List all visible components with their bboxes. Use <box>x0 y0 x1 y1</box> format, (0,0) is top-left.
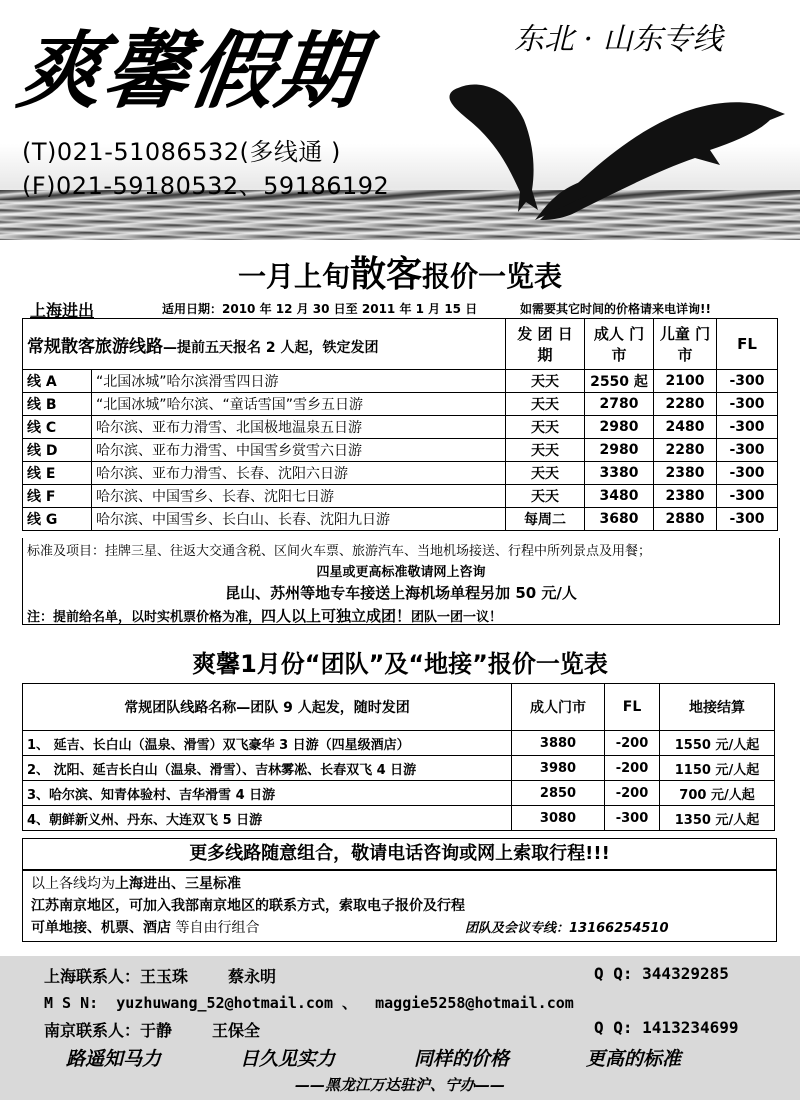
local-settlement-price: 1550 元/人起 <box>660 731 775 756</box>
group-route-name: 2、 沈阳、延吉长白山（温泉、滑雪）、吉林雾凇、长春双飞 4 日游 <box>23 756 512 781</box>
route-code: 线 D <box>23 439 92 462</box>
child-price: 2280 <box>654 393 717 416</box>
local-settlement-header: 地接结算 <box>660 684 775 731</box>
child-price: 2100 <box>654 370 717 393</box>
route-name: 哈尔滨、中国雪乡、长白山、长春、沈阳九日游 <box>92 508 506 531</box>
fl-discount: -300 <box>717 439 778 462</box>
departure-days: 天天 <box>506 462 585 485</box>
child-price: 2380 <box>654 485 717 508</box>
adult-price: 2780 <box>585 393 654 416</box>
office-label: ——黑龙江万达驻沪、宁办—— <box>294 1076 505 1094</box>
route-tag: 东北 · 山东专线 <box>514 22 723 57</box>
group-route-name: 3、哈尔滨、知青体验村、吉华滑雪 4 日游 <box>23 781 512 806</box>
route-name: 哈尔滨、亚布力滑雪、北国极地温泉五日游 <box>92 416 506 439</box>
group-fl-header: FL <box>605 684 660 731</box>
group-route-name: 4、朝鲜新义州、丹东、大连双飞 5 日游 <box>23 806 512 831</box>
date-header: 发 团 日期 <box>506 319 585 370</box>
table-row <box>23 370 778 393</box>
route-name: “北国冰城”哈尔滨滑雪四日游 <box>92 370 506 393</box>
route-code: 线 G <box>23 508 92 531</box>
nanjing-contacts: 南京联系人：于静 王保全 <box>44 1021 261 1040</box>
table-row <box>23 462 778 485</box>
departure-days: 每周二 <box>506 508 585 531</box>
route-code: 线 B <box>23 393 92 416</box>
tip-note: 注：提前给名单，以时实机票价格为准，四人以上可独立成团！团队一团一议！ <box>27 607 503 625</box>
table-row <box>23 416 778 439</box>
slogan-1: 路遥知马力 <box>66 1048 162 1070</box>
inquiry-note: 如需要其它时间的价格请来电详询!! <box>520 302 711 316</box>
group-route-name: 1、 延吉、长白山（温泉、滑雪）双飞豪华 3 日游（四星级酒店） <box>23 731 512 756</box>
group-route-header: 常规团队线路名称—团队 9 人起发，随时发团 <box>23 684 512 731</box>
departure-days: 天天 <box>506 485 585 508</box>
individual-tour-price-table <box>22 318 778 531</box>
shanghai-contacts: 上海联系人：王玉珠 蔡永明 <box>44 967 277 986</box>
note-standard: 以上各线均为上海进出、三星标准 <box>31 876 241 892</box>
brand-logo: 爽馨假期 <box>12 21 371 120</box>
fl-discount: -300 <box>717 416 778 439</box>
group-adult-price: 3080 <box>512 806 605 831</box>
slogan-2: 日久见实力 <box>240 1048 336 1070</box>
fl-discount: -300 <box>717 370 778 393</box>
fl-discount: -300 <box>717 485 778 508</box>
local-settlement-price: 1150 元/人起 <box>660 756 775 781</box>
route-code: 线 F <box>23 485 92 508</box>
dolphin-left <box>449 85 538 212</box>
adult-price: 3380 <box>585 462 654 485</box>
group-hotline: 团队及会议专线：13166254510 <box>465 921 669 936</box>
group-tour-price-table <box>22 683 775 831</box>
header-banner <box>0 0 800 240</box>
slogan-4: 更高的标准 <box>586 1048 682 1070</box>
standard-note: 标准及项目：挂牌三星、往返大交通含税、区间火车票、旅游汽车、当地机场接送、行程中所列景点及用餐； <box>27 544 652 559</box>
contact-footer <box>0 956 800 1100</box>
slogan-3: 同样的价格 <box>414 1048 510 1070</box>
group-fl: -200 <box>605 781 660 806</box>
route-name: 哈尔滨、亚布力滑雪、中国雪乡赏雪六日游 <box>92 439 506 462</box>
child-price-header: 儿童 门市 <box>654 319 717 370</box>
more-routes-banner: 更多线路随意组合，敬请电话咨询或网上索取行程!!! <box>22 838 777 870</box>
table-row <box>23 485 778 508</box>
qq-nanjing: Q Q: 1413234699 <box>594 1018 739 1037</box>
route-code: 线 E <box>23 462 92 485</box>
fl-discount: -300 <box>717 393 778 416</box>
local-settlement-price: 700 元/人起 <box>660 781 775 806</box>
transfer-note: 昆山、苏州等地专车接送上海机场单程另加 50 元/人 <box>225 584 577 602</box>
fl-header: FL <box>717 319 778 370</box>
dolphins-image <box>440 70 800 230</box>
group-fl: -300 <box>605 806 660 831</box>
table-row <box>23 756 775 781</box>
adult-price: 3480 <box>585 485 654 508</box>
fax-number: (F)021-59180532、59186192 <box>22 172 390 200</box>
route-name: 哈尔滨、中国雪乡、长春、沈阳七日游 <box>92 485 506 508</box>
note-services: 可单地接、机票、酒店 等自由行组合 团队及会议专线：13166254510 <box>23 915 776 939</box>
route-code: 线 A <box>23 370 92 393</box>
table-row <box>23 781 775 806</box>
adult-price-header: 成人 门市 <box>585 319 654 370</box>
table-row <box>23 731 775 756</box>
departure-days: 天天 <box>506 439 585 462</box>
departure-days: 天天 <box>506 393 585 416</box>
route-header-note: —提前五天报名 2 人起，铁定发团 <box>163 339 379 356</box>
group-fl: -200 <box>605 731 660 756</box>
group-fl: -200 <box>605 756 660 781</box>
child-price: 2880 <box>654 508 717 531</box>
group-adult-price: 3880 <box>512 731 605 756</box>
departure-days: 天天 <box>506 370 585 393</box>
qq-shanghai: Q Q: 344329285 <box>594 964 729 983</box>
route-name: 哈尔滨、亚布力滑雪、长春、沈阳六日游 <box>92 462 506 485</box>
table-header-row <box>23 684 775 731</box>
phone-number: (T)021-51086532(多线通 ) <box>22 138 341 166</box>
msn-accounts: M S N: yuzhuwang_52@hotmail.com 、 maggie5258@hotmail.com <box>44 994 574 1012</box>
departure-label: 上海进出 <box>30 301 95 320</box>
table-header-row <box>23 319 778 370</box>
section2-title: 爽馨1月份“团队”及“地接”报价一览表 <box>192 650 608 678</box>
route-code: 线 C <box>23 416 92 439</box>
departure-days: 天天 <box>506 416 585 439</box>
group-adult-price: 3980 <box>512 756 605 781</box>
adult-price: 2550 起 <box>585 370 654 393</box>
table-row <box>23 806 775 831</box>
table-row <box>23 508 778 531</box>
note-nanjing: 江苏南京地区，可加入我部南京地区的联系方式，索取电子报价及行程 <box>31 898 465 914</box>
adult-price: 2980 <box>585 416 654 439</box>
child-price: 2480 <box>654 416 717 439</box>
child-price: 2280 <box>654 439 717 462</box>
section1-title: 一月上旬散客报价一览表 <box>237 254 563 295</box>
group-adult-header: 成人门市 <box>512 684 605 731</box>
route-header: 常规散客旅游线路 <box>27 336 163 357</box>
dolphin-right <box>540 102 785 220</box>
section1-notes <box>22 538 780 625</box>
table-row <box>23 439 778 462</box>
fl-discount: -300 <box>717 508 778 531</box>
validity-dates: 适用日期：2010 年 12 月 30 日至 2011 年 1 月 15 日 <box>162 302 478 316</box>
child-price: 2380 <box>654 462 717 485</box>
adult-price: 3680 <box>585 508 654 531</box>
fl-discount: -300 <box>717 462 778 485</box>
local-settlement-price: 1350 元/人起 <box>660 806 775 831</box>
route-name: “北国冰城”哈尔滨、“童话雪国”雪乡五日游 <box>92 393 506 416</box>
adult-price: 2980 <box>585 439 654 462</box>
group-adult-price: 2850 <box>512 781 605 806</box>
section2-notes <box>22 870 777 942</box>
table-row <box>23 393 778 416</box>
upgrade-note: 四星或更高标准敬请网上咨询 <box>316 565 486 580</box>
